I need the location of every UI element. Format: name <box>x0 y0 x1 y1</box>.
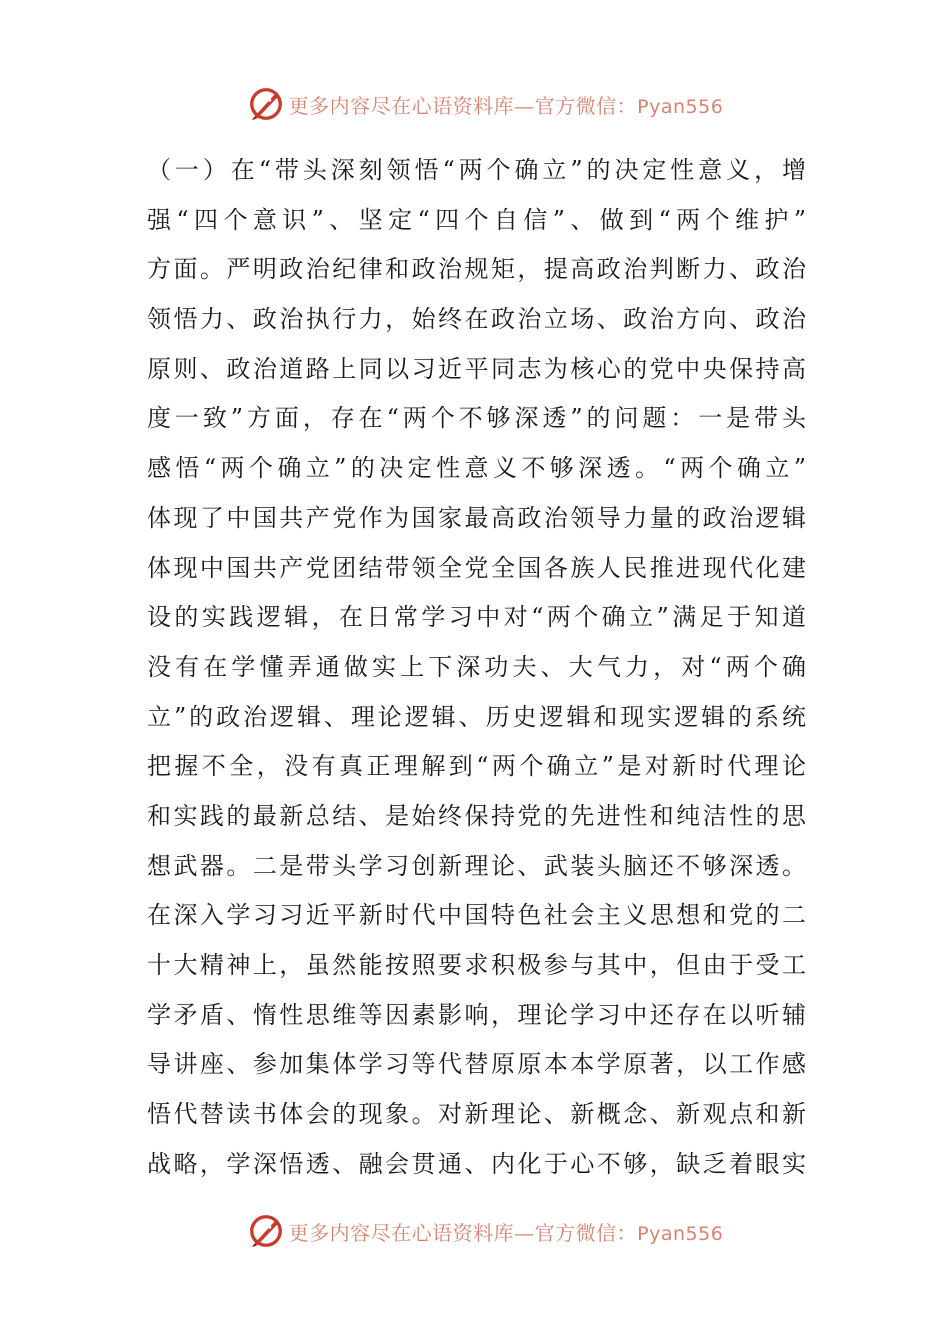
paragraph-line: 体现中国共产党团结带领全党全国各族人民推进现代化建 <box>147 553 807 582</box>
pen-nib-logo-icon <box>247 85 285 123</box>
paragraph-line: 悟代替读书体会的现象。对新理论、新概念、新观点和新 <box>147 1100 807 1129</box>
wechat-id: Pyan556 <box>637 95 724 118</box>
paragraph-line: 强“四个意识”、坚定“四个自信”、做到“两个维护” <box>147 205 807 234</box>
paragraph-line: 没有在学懂弄通做实上下深功夫、大气力，对“两个确 <box>147 652 807 681</box>
watermark-text: 更多内容尽在心语资料库—官方微信：Pyan556 <box>288 1220 724 1245</box>
paragraph-line: 学矛盾、惰性思维等因素影响，理论学习中还存在以听辅 <box>147 1000 807 1029</box>
footer-watermark <box>0 1206 950 1256</box>
paragraph-line: 度一致”方面，存在“两个不够深透”的问题：一是带头 <box>147 404 807 433</box>
paragraph-line: 感悟“两个确立”的决定性意义不够深透。“两个确立” <box>147 454 807 483</box>
paragraph-line: 战略，学深悟透、融会贯通、内化于心不够，缺乏着眼实 <box>147 1149 807 1178</box>
paragraph-line: 原则、政治道路上同以习近平同志为核心的党中央保持高 <box>147 354 807 383</box>
watermark-text: 更多内容尽在心语资料库—官方微信：Pyan556 <box>288 93 724 118</box>
paragraph-line: 和实践的最新总结、是始终保持党的先进性和纯洁性的思 <box>147 801 807 830</box>
footer-watermark-content <box>247 1212 724 1250</box>
paragraph-line: 十大精神上，虽然能按照要求积极参与其中，但由于受工 <box>147 951 807 979</box>
paragraph-line: 在深入学习习近平新时代中国特色社会主义思想和党的二 <box>147 901 807 930</box>
paragraph-line: 体现了中国共产党作为国家最高政治领导力量的政治逻辑 <box>147 503 807 532</box>
header-watermark-content <box>247 85 724 123</box>
paragraph-line: 领悟力、政治执行力，始终在政治立场、政治方向、政治 <box>147 305 807 334</box>
document-body <box>147 146 807 1189</box>
paragraph-line: 方面。严明政治纪律和政治规矩，提高政治判断力、政治 <box>147 255 807 284</box>
paragraph-line: （一）在“带头深刻领悟“两个确立”的决定性意义，增 <box>147 156 807 184</box>
pen-nib-logo-icon <box>247 1212 285 1250</box>
paragraph-line: 想武器。二是带头学习创新理论、武装头脑还不够深透。 <box>147 851 807 880</box>
paragraph-line: 设的实践逻辑，在日常学习中对“两个确立”满足于知道 <box>147 603 807 632</box>
paragraph-line: 导讲座、参加集体学习等代替原原本本学原著，以工作感 <box>147 1050 807 1079</box>
wechat-id: Pyan556 <box>637 1222 724 1245</box>
paragraph-line: 立”的政治逻辑、理论逻辑、历史逻辑和现实逻辑的系统 <box>147 702 807 731</box>
header-watermark <box>0 79 950 129</box>
paragraph-line: 把握不全，没有真正理解到“两个确立”是对新时代理论 <box>147 752 807 781</box>
